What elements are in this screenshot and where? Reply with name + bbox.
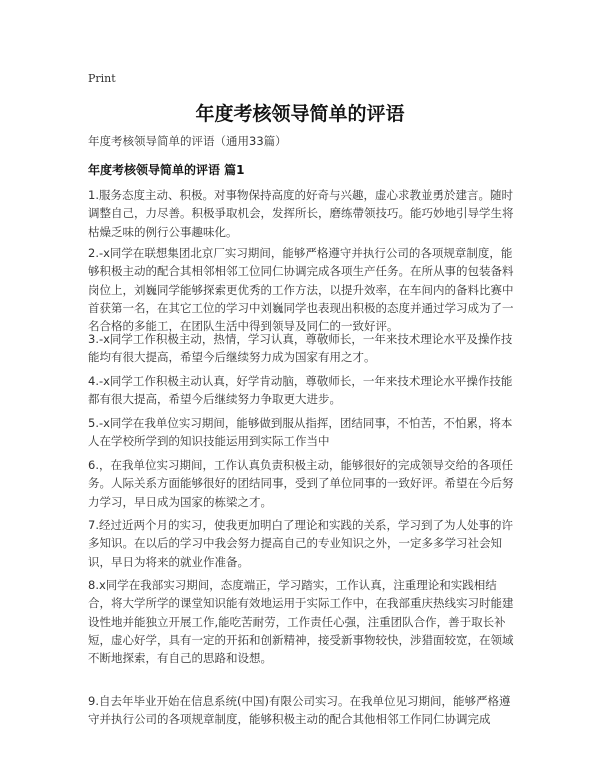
section-heading: 年度考核领导简单的评语 篇1 (88, 163, 245, 177)
document-title: 年度考核领导简单的评语 (195, 103, 405, 125)
paragraph: 9.自去年毕业开始在信息系统(中国)有限公司实习。在我单位见习期间，能够严格遵守并执行公司的各项规章制度，能够积极主动的配合其他相邻工作同仁协调完成 (88, 694, 511, 727)
paragraph: 6.，在我单位实习期间，工作认真负责积极主动，能够很好的完成领导交给的各项任务。人际关系方面能够很好的团结同事，受到了单位同事的一致好评。希望在今后努力学习，早日成为国家的栋梁之才。 (88, 458, 514, 509)
paragraph: 2.-x同学在联想集团北京厂实习期间，能够严格遵守并执行公司的各项规章制度，能够积极主动的配合其相邻相邻工位同仁协调完成各项生产任务。在所从事的包装备料岗位上，刘巍同学能够探索更优秀的工作方法，以提升效率，在车间内的备料比赛中首获第一名，在其它工位的学习中刘巍同学也表现出积极的态度并通过学习成为了一名合格的多能工，在团队生活中得到领导及同仁的一致好评。 (88, 246, 514, 334)
paragraph: 4.-x同学工作积极主动认真，好学肯动脑，尊敬师长，一年来技术理论水平操作技能都有很大提高，希望今后继续努力争取更大进步。 (88, 374, 513, 407)
print-label[interactable]: Print (88, 72, 116, 85)
document-subtitle: 年度考核领导简单的评语（通用33篇） (88, 134, 287, 148)
paragraph: 8.x同学在我部实习期间，态度端正，学习踏实，工作认真，注重理论和实践相结合，将大学所学的课堂知识能有效地运用于实际工作中，在我部重庆热线实习时能建设性地并能独立开展工作,能吃苦耐劳，工作责任心强，注重团队合作，善于取长补短，虚心好学，具有一定的开拓和创新精神，接受新事物较快，涉猎面较宽，在领域不断地探索，有自己的思路和设想。 (88, 578, 514, 666)
paragraph: 1.服务态度主动、积极。对事物保持高度的好奇与兴趣，虚心求教並勇於建言。随时调整自己，力尽善。积极爭取机会，发挥所长，磨练帶领技巧。能巧妙地引导学生将枯燥乏味的例行公事趣味化。 (88, 188, 514, 239)
paragraph: 7.经过近两个月的实习，使我更加明白了理论和实践的关系，学习到了为人处事的许多知识。在以后的学习中我会努力提高自己的专业知识之外，一定多多学习社会知识，早日为将来的就业作准备。 (88, 518, 513, 569)
paragraph: 5.-x同学在我单位实习期间，能够做到服从指挥，团结同事，不怕苦，不怕累，将本人在学校所学到的知识技能运用到实际工作当中 (88, 416, 513, 449)
paragraph: 3.-x同学工作积极主动，热情，学习认真，尊敬师长，一年来技术理论水平及操作技能均有很大提高，希望今后继续努力成为国家有用之才。 (88, 332, 513, 365)
